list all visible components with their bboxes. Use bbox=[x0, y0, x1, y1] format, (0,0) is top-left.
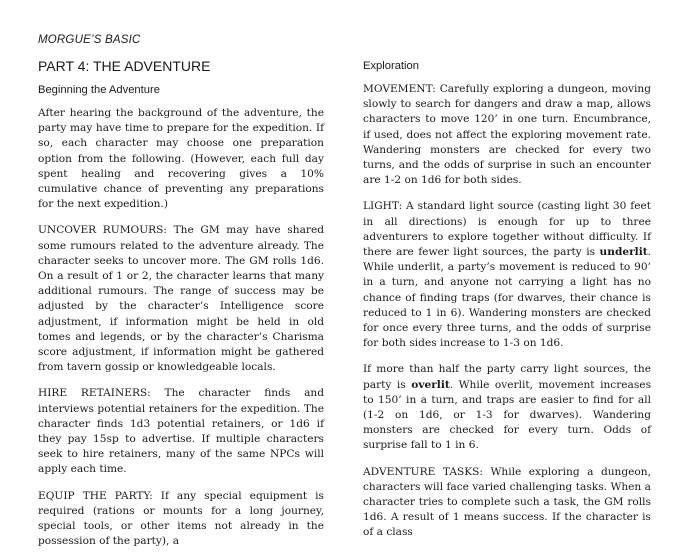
paragraph-intro: After hearing the background of the adventure, the party may have time to prepare for the expedition. If so, each character may choose one preparation option from the following. (However, each full day spent healing and recovering gives a 10% cumulative chance of preventing any preparations for the next expedition.) bbox=[38, 107, 324, 211]
paragraph-adventure-tasks: ADVENTURE TASKS: While exploring a dungeon, characters will face varied challenging tasks. When a character tries to complete such a task, the GM rolls 1d6. A result of 1 means success. If the character is of a class bbox=[363, 465, 651, 539]
light-text-a: LIGHT: A standard light source (casting light 30 feet in all directions) is enough for up to three adventurers to explore together without difficulty. If there are fewer light sources, the party is bbox=[363, 200, 651, 259]
part-title: PART 4: THE ADVENTURE bbox=[38, 58, 211, 74]
running-header: MORGUE’S BASIC bbox=[38, 34, 141, 46]
paragraph-overlit bbox=[363, 362, 651, 453]
overlit-text-a: If more than half the party carry light sources, the party is bbox=[363, 363, 651, 391]
paragraph-equip-party: EQUIP THE PARTY: If any special equipment is required (rations or mounts for a long journey, special tools, or other items not already in the possession of the party), a bbox=[38, 489, 324, 548]
paragraph-light bbox=[363, 199, 651, 351]
underlit-term: underlit bbox=[599, 246, 648, 259]
section-heading-exploration: Exploration bbox=[363, 60, 419, 72]
paragraph-movement: MOVEMENT: Carefully exploring a dungeon, moving slowly to search for dangers and draw a map, allows characters to move 120’ in one turn. Encumbrance, if used, does not affect the exploring movement rate. Wandering monsters are checked for every two turns, and the odds of surprise in such an encounter are 1-2 on 1d6 for both sides. bbox=[363, 83, 651, 187]
paragraph-hire-retainers: HIRE RETAINERS: The character finds and interviews potential retainers for the expedition. The character finds 1d3 potential retainers, or 1d6 if they pay 15sp to advertise. If multiple characters seek to hire retainers, many of the same NPCs will apply each time. bbox=[38, 387, 324, 476]
section-heading-beginning: Beginning the Adventure bbox=[38, 84, 160, 96]
overlit-term: overlit bbox=[411, 378, 450, 391]
paragraph-uncover-rumours: UNCOVER RUMOURS: The GM may have shared some rumours related to the adventure already. The character seeks to uncover more. The GM rolls 1d6. On a result of 1 or 2, the character learns that many additional rumours. The range of success may be adjusted by the character’s Intelligence score adjustment, if information might be held in old tomes and legends, or by the character’s Charisma score adjustment, if information might be gathered from tavern gossip or knowledgeable locals. bbox=[38, 224, 324, 374]
light-text-b: . While underlit, a party’s movement is reduced to 90’ in a turn, and anyone not carrying a light has no chance of finding traps (for dwarves, their chance is reduced to 1 in 6). Wandering monsters are checked for once every three turns, and the odds of surprise for both sides increase to 1-3 on 1d6. bbox=[363, 246, 651, 350]
overlit-text-b: . While overlit, movement increases to 150’ in a turn, and traps are easier to find for all (1-2 on 1d6, or 1-3 for dwarves). Wandering monsters are checked for every turn. Odds of surprise fall to 1 in 6. bbox=[363, 378, 652, 452]
left-column bbox=[38, 82, 324, 560]
right-column bbox=[363, 58, 651, 552]
